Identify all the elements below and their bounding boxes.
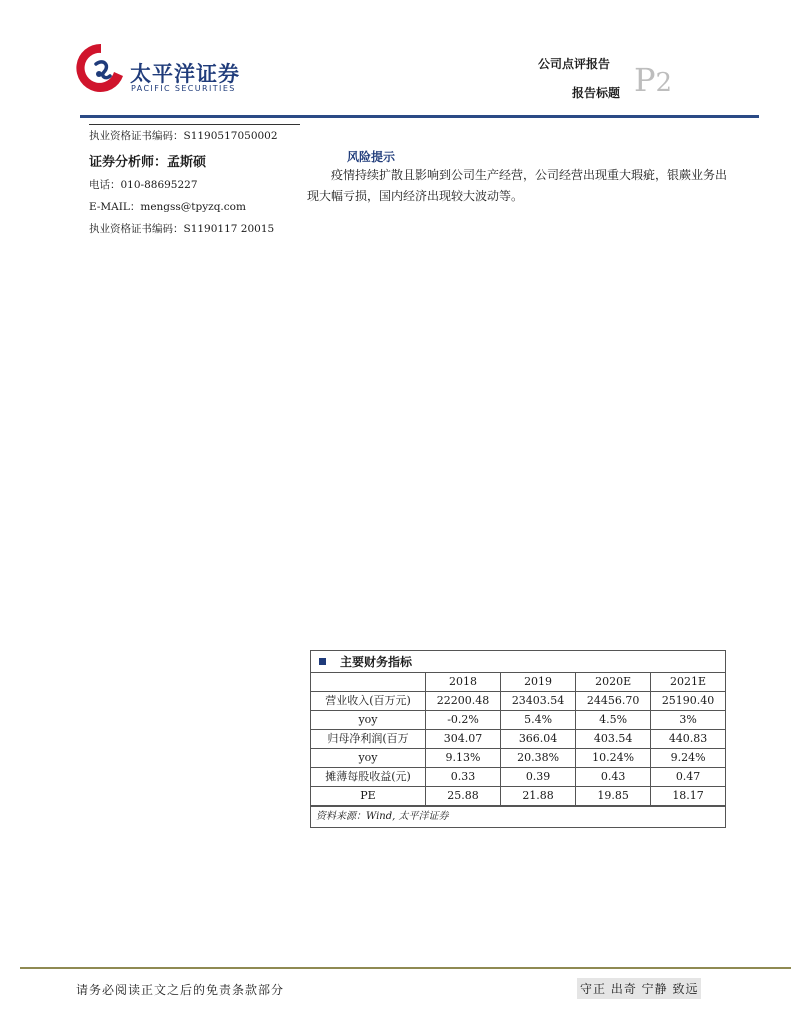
table-cell: 22200.48 (426, 692, 501, 711)
analyst-name: 证券分析师：孟斯硕 (89, 155, 207, 170)
table-cell: 19.85 (576, 787, 651, 806)
header-cell (311, 673, 426, 692)
table-row (311, 749, 725, 768)
table-cell: 24456.70 (576, 692, 651, 711)
table-cell: 10.24% (576, 749, 651, 768)
pacific-securities-logo-icon (76, 42, 126, 96)
table-cell: 403.54 (576, 730, 651, 749)
risk-body: 疫情持续扩散且影响到公司生产经营，公司经营出现重大瑕疵，银蕨业务出现大幅亏损，国内经济出现较大波动等。 (307, 168, 728, 203)
row-label: PE (311, 787, 426, 806)
table-cell: 25190.40 (651, 692, 725, 711)
table-cell: 3% (651, 711, 725, 730)
table-cell: 440.83 (651, 730, 725, 749)
table-source-note: 资料来源：Wind, 太平洋证券 (311, 806, 725, 827)
table-cell: 20.38% (501, 749, 576, 768)
table-row (311, 787, 725, 806)
analyst-divider (89, 124, 300, 125)
cert-number-1: 执业资格证书编码：S1190517050002 (89, 130, 278, 142)
logo-chinese-name: 太平洋证券 (130, 62, 240, 86)
company-motto: 守正 出奇 宁静 致远 (577, 978, 701, 999)
page-digit: 2 (655, 68, 673, 98)
page-number (634, 61, 673, 99)
table-cell: 0.39 (501, 768, 576, 787)
report-type: 公司点评报告 (538, 57, 611, 71)
row-label: 摊薄每股收益(元) (311, 768, 426, 787)
header-cell: 2021E (651, 673, 725, 692)
page-letter: P (634, 61, 656, 99)
table-cell: 5.4% (501, 711, 576, 730)
table-cell: 0.43 (576, 768, 651, 787)
table-cell: 9.24% (651, 749, 725, 768)
table-cell: 25.88 (426, 787, 501, 806)
table-cell: 0.33 (426, 768, 501, 787)
table-title-bar (311, 651, 725, 673)
header-cell: 2020E (576, 673, 651, 692)
table-cell: 18.17 (651, 787, 725, 806)
header-cell: 2019 (501, 673, 576, 692)
analyst-email: E-MAIL：mengss@tpyzq.com (89, 201, 246, 213)
footer-divider (20, 967, 791, 969)
table-cell: 21.88 (501, 787, 576, 806)
row-label: 营业收入(百万元) (311, 692, 426, 711)
row-label: 归母净利润(百万 (311, 730, 426, 749)
table-cell: 4.5% (576, 711, 651, 730)
table-row (311, 730, 725, 749)
financial-indicators-table (310, 650, 726, 828)
table-row (311, 692, 725, 711)
table-cell: 9.13% (426, 749, 501, 768)
table-row (311, 711, 725, 730)
header-cell: 2018 (426, 673, 501, 692)
cert-number-2: 执业资格证书编码：S1190117 20015 (89, 223, 275, 235)
logo-english-name: PACIFIC SECURITIES (131, 84, 236, 93)
table-header-row (311, 673, 725, 692)
table-cell: 0.47 (651, 768, 725, 787)
header-divider (80, 115, 759, 118)
row-label: yoy (311, 711, 426, 730)
table-cell: -0.2% (426, 711, 501, 730)
table-cell: 23403.54 (501, 692, 576, 711)
row-label: yoy (311, 749, 426, 768)
square-bullet-icon (319, 658, 326, 665)
table-cell: 366.04 (501, 730, 576, 749)
analyst-phone: 电话：010-88695227 (89, 179, 198, 191)
disclaimer-note: 请务必阅读正文之后的免责条款部分 (76, 983, 285, 997)
table-grid (311, 673, 725, 806)
table-row (311, 768, 725, 787)
report-title: 报告标题 (572, 86, 621, 100)
risk-heading: 风险提示 (347, 150, 396, 164)
table-title: 主要财务指标 (340, 655, 413, 669)
table-cell: 304.07 (426, 730, 501, 749)
